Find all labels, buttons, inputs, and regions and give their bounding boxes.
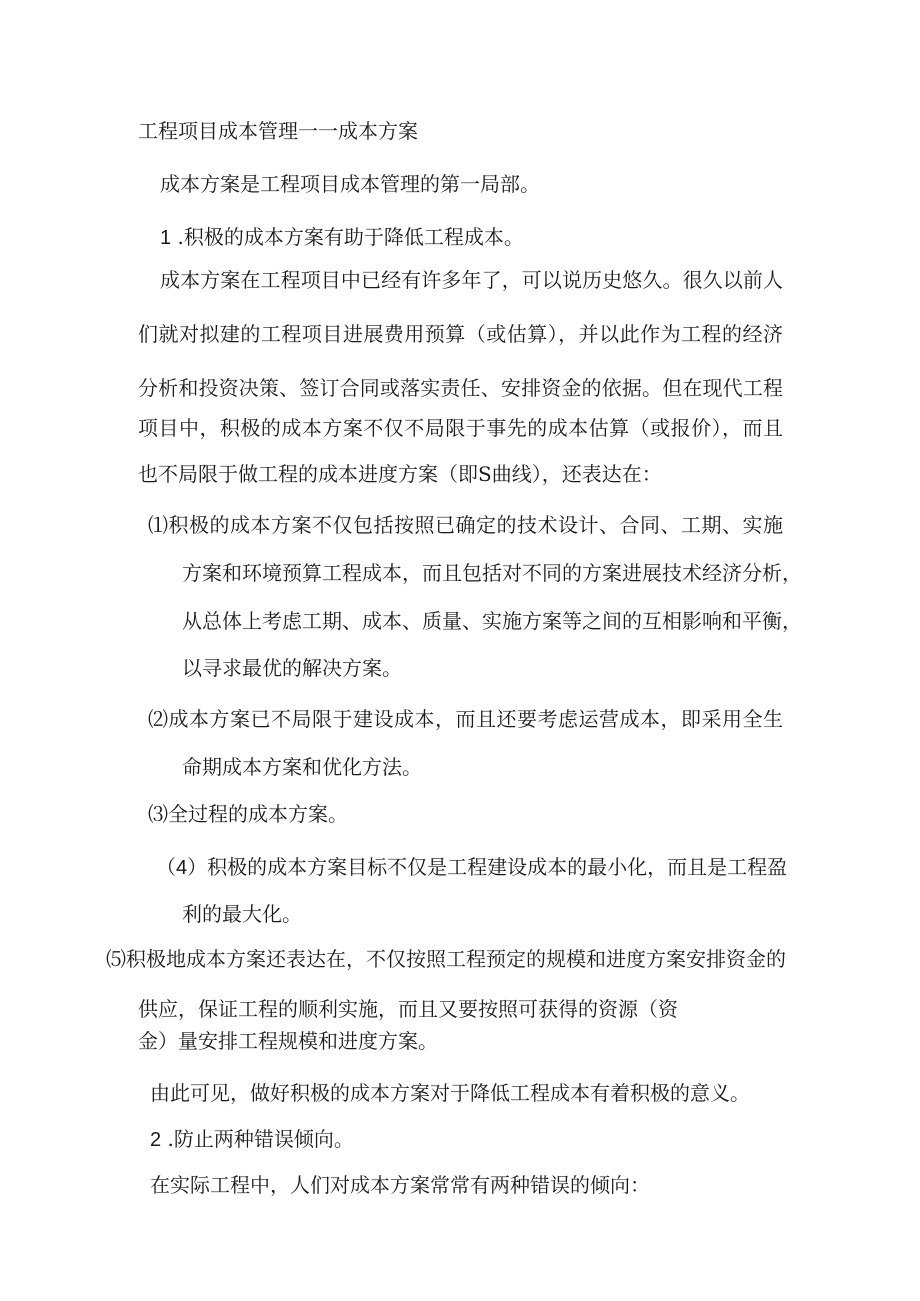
list-item-1-line: ⑴积极的成本方案不仅包括按照已确定的技术设计、合同、工期、实施 <box>148 513 783 537</box>
list-item-4-marker: （4） <box>156 857 208 879</box>
section-1-paragraph-line: 项目中，积极的成本方案不仅不局限于事先的成本估算（或报价），而且 <box>138 416 783 440</box>
list-item-3-line: ⑶全过程的成本方案。 <box>148 802 348 826</box>
section-1-conclusion: 由此可见，做好积极的成本方案对于降低工程成本有着积极的意义。 <box>150 1081 750 1105</box>
list-item-5-line: 供应，保证工程的顺利实施，而且又要按照可获得的资源（资 <box>138 997 678 1021</box>
section-1-paragraph-line: 分析和投资决策、签订合同或落实责任、安排资金的依据。但在现代工程 <box>138 376 783 400</box>
list-item-4-text: 积极的成本方案目标不仅是工程建设成本的最小化，而且是工程盈 <box>207 855 788 879</box>
section-2-number: 2 <box>150 1129 162 1151</box>
section-1-heading <box>160 225 524 250</box>
list-item-1-line: 以寻求最优的解决方案。 <box>182 656 402 680</box>
list-item-4-line <box>156 855 788 880</box>
section-1-paragraph-line: 们就对拟建的工程项目进展费用预算（或估算），并以此作为工程的经济 <box>138 322 783 346</box>
section-1-paragraph-line: 也不局限于做工程的成本进度方案（即S曲线），还表达在： <box>138 462 662 486</box>
list-item-2-line: 命期成本方案和优化方法。 <box>182 755 422 779</box>
section-1-heading-text: .积极的成本方案有助于降低工程成本。 <box>177 225 524 249</box>
list-item-5-line: ⑸积极地成本方案还表达在，不仅按照工程预定的规模和进度方案安排资金的 <box>106 947 786 971</box>
intro-paragraph: 成本方案是工程项目成本管理的第一局部。 <box>160 172 540 196</box>
list-item-1-line: 方案和环境预算工程成本，而且包括对不同的方案进展技术经济分析， <box>182 561 802 585</box>
section-2-paragraph: 在实际工程中，人们对成本方案常常有两种错误的倾向： <box>150 1173 650 1197</box>
list-item-5-line: 金）量安排工程规模和进度方案。 <box>138 1029 438 1053</box>
list-item-4-line: 利的最大化。 <box>182 902 302 926</box>
section-1-number: 1 <box>160 227 172 249</box>
document-title: 工程项目成本管理一一成本方案 <box>138 119 418 143</box>
list-item-1-line: 从总体上考虑工期、成本、质量、实施方案等之间的互相影响和平衡， <box>182 609 802 633</box>
section-2-heading <box>150 1127 354 1152</box>
section-1-paragraph-line: 成本方案在工程项目中已经有许多年了，可以说历史悠久。很久以前人 <box>160 268 783 292</box>
list-item-2-line: ⑵成本方案已不局限于建设成本，而且还要考虑运营成本，即采用全生 <box>148 707 783 731</box>
section-2-heading-text: .防止两种错误倾向。 <box>167 1127 354 1151</box>
